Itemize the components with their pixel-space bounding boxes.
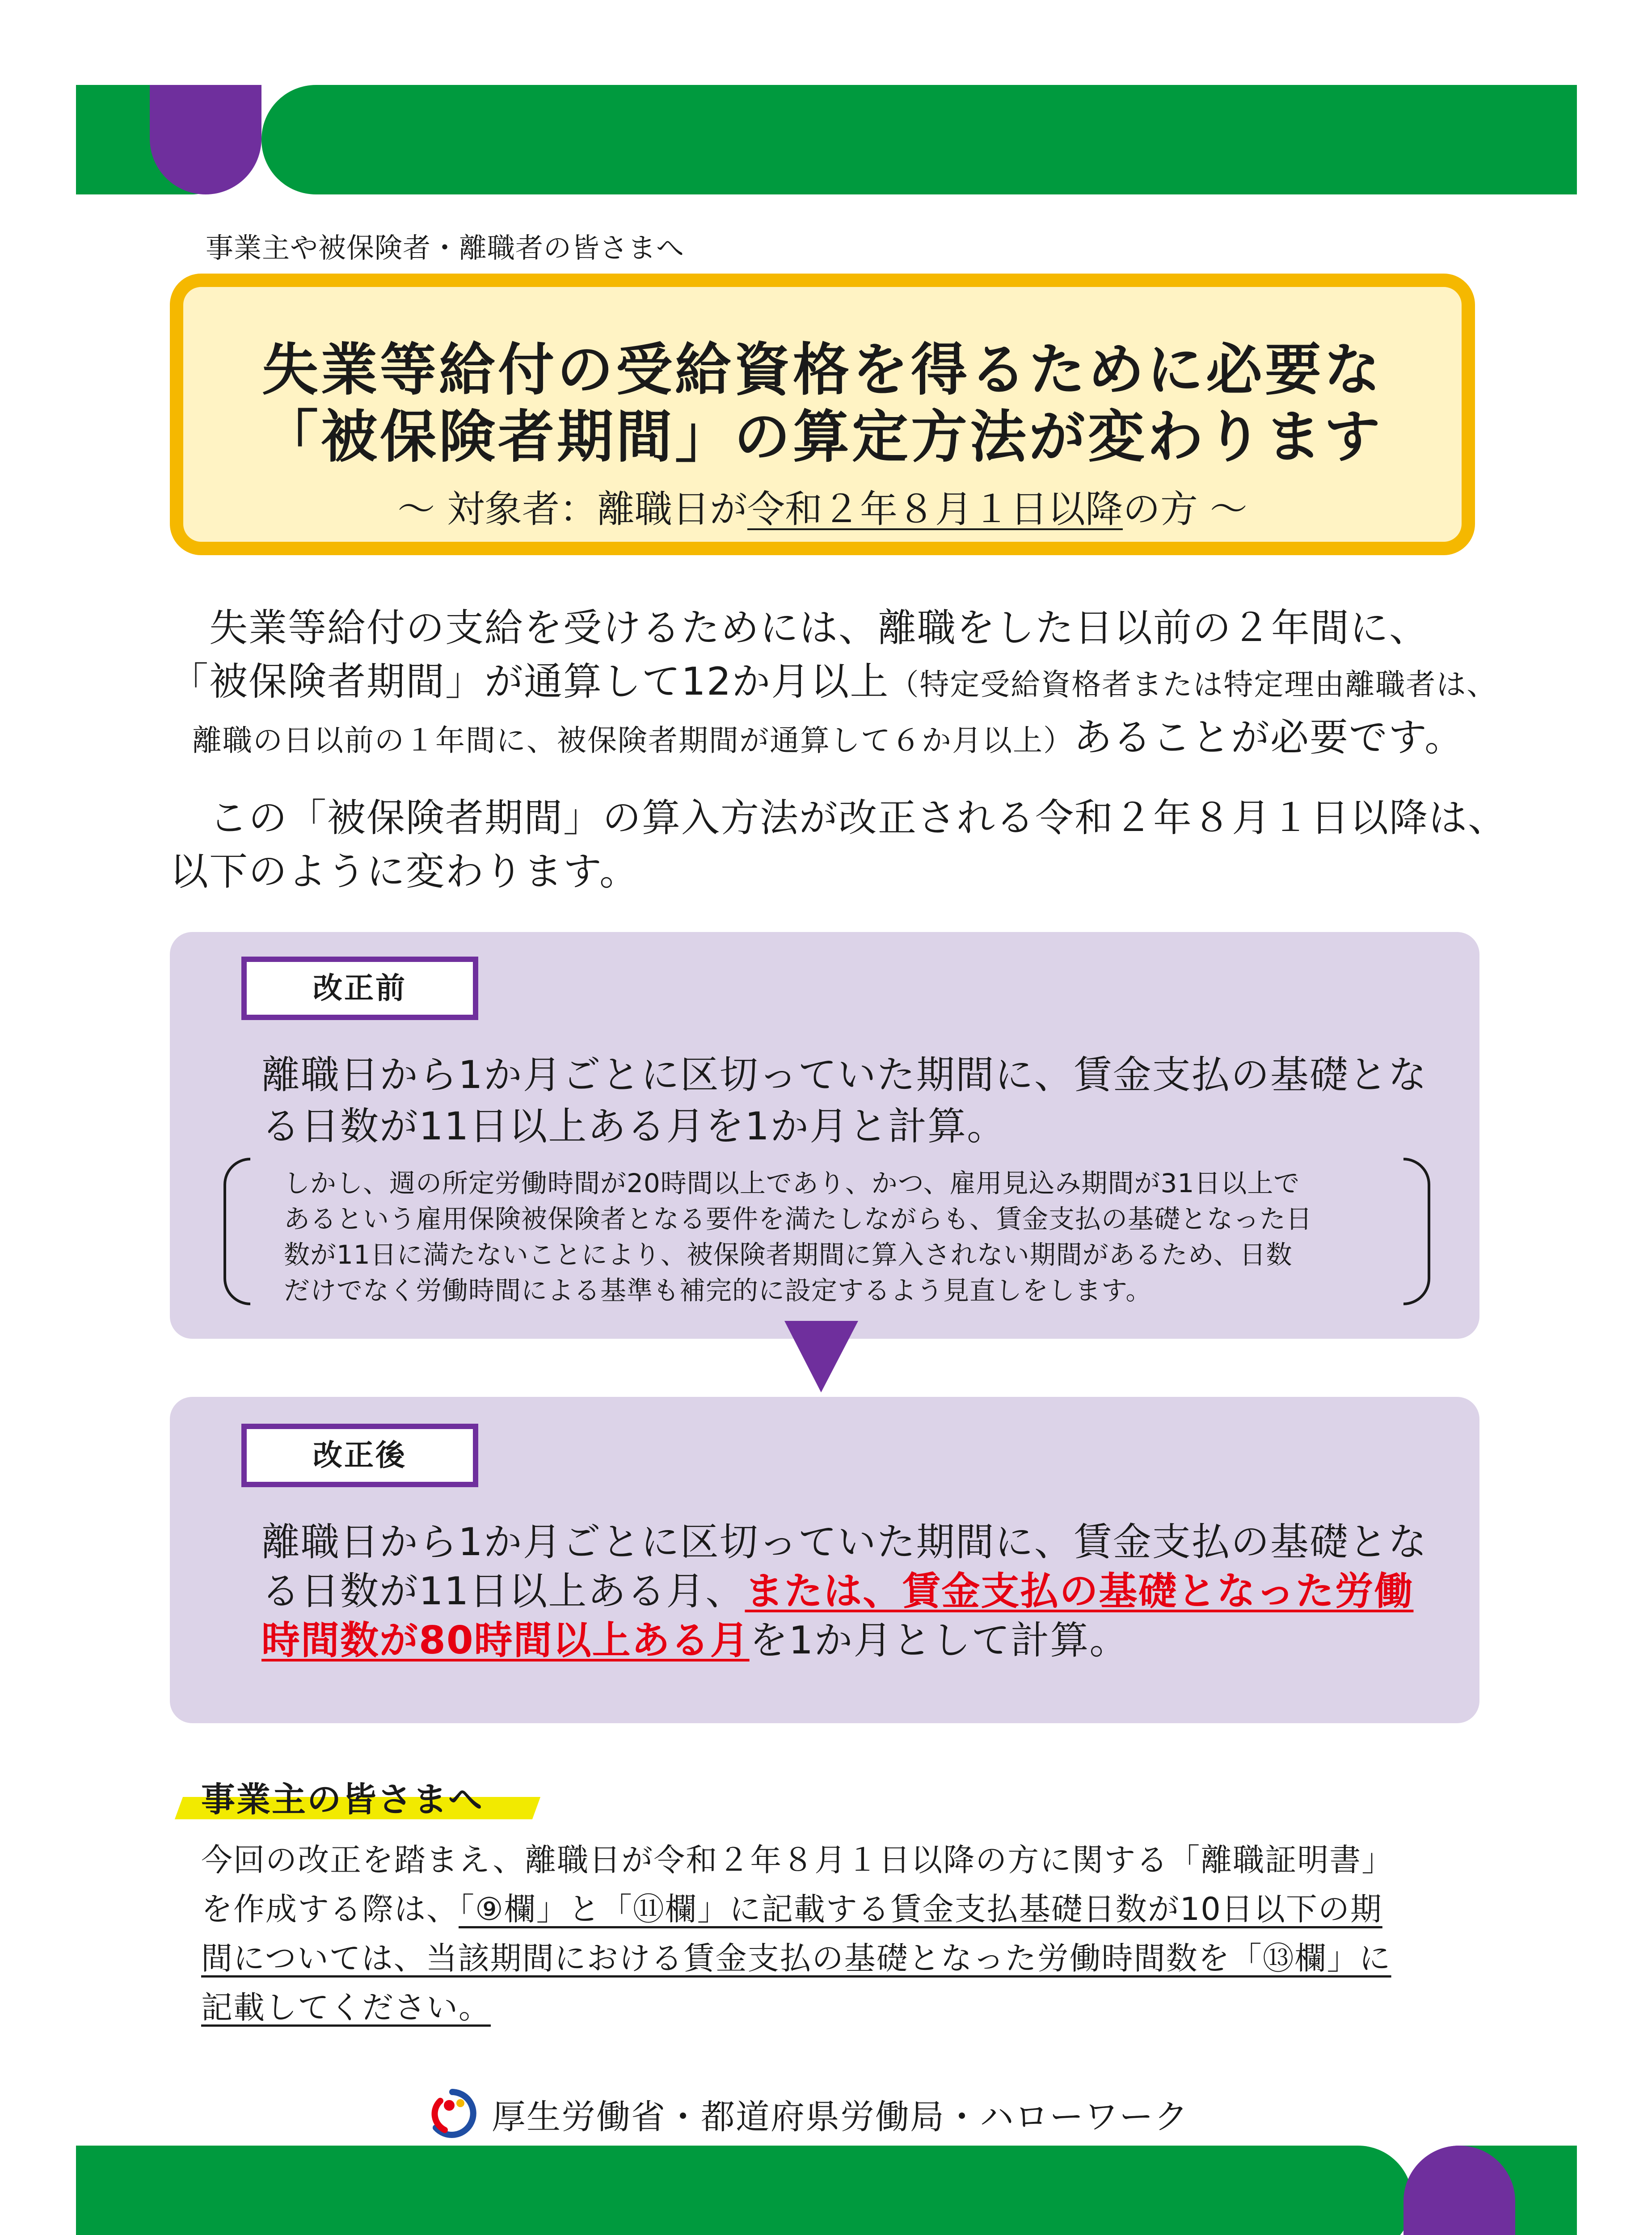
audience-label: 事業主や被保険者・離職者の皆さまへ	[206, 232, 685, 264]
intro2-line1: この「被保険者期間」の算入方法が改正される令和２年８月１日以降は、	[170, 796, 1507, 840]
after-line2	[261, 1560, 1413, 1615]
after-line2-red: または、賃金支払の基礎となった労働	[745, 1569, 1414, 1614]
note-line-4: だけでなく労働時間による基準も補完的に設定するよう見直しをします。	[284, 1275, 1152, 1306]
subtitle-prefix: ～ 対象者：離職日が	[397, 487, 747, 531]
employer-line1: 今回の改正を踏まえ、離職日が令和２年８月１日以降の方に関する「離職証明書」	[201, 1842, 1394, 1878]
note-line-1: しかし、週の所定労働時間が20時間以上であり、かつ、雇用見込み期間が31日以上で	[284, 1168, 1300, 1198]
top-banner-green-right	[261, 85, 1577, 194]
title-box	[170, 274, 1475, 555]
after-line1: 離職日から1か月ごとに区切っていた期間に、賃金支払の基礎とな	[261, 1520, 1428, 1564]
title-subtitle	[183, 479, 1462, 533]
employer-line2	[201, 1884, 1382, 1929]
intro1-line3-small: 離職の日以前の１年間に、被保険者期間が通算して６か月以上）	[192, 723, 1074, 758]
ministry-logo-icon	[427, 2087, 478, 2139]
employer-line3	[201, 1933, 1391, 1978]
intro1-line2-main: 「被保険者期間」が通算して12か月以上	[170, 659, 889, 704]
intro2-line2: 以下のように変わります。	[170, 849, 639, 894]
intro1-line2	[170, 650, 1497, 706]
title-line-1: 失業等給付の受給資格を得るために必要な	[262, 337, 1383, 403]
before-line1: 離職日から1か月ごとに区切っていた期間に、賃金支払の基礎とな	[261, 1053, 1428, 1097]
before-tag: 改正前	[241, 957, 478, 1020]
note-bracket-right	[1403, 1158, 1430, 1305]
note-line-2: あるという雇用保険被保険者となる要件を満たしながらも、賃金支払の基礎となった日	[284, 1204, 1313, 1234]
employer-line3-underlined: 間については、当該期間における賃金支払の基礎となった労働時間数を「⑬欄」に	[201, 1940, 1391, 1977]
subtitle-suffix: の方 ～	[1123, 487, 1247, 531]
employer-line2-underlined: 「⑨欄」と「⑪欄」に記載する賃金支払基礎日数が10日以下の期	[459, 1891, 1382, 1927]
intro1-line1: 失業等給付の支給を受けるためには、離職をした日以前の２年間に、	[170, 606, 1429, 650]
intro1-line3	[192, 706, 1464, 762]
note-bracket-left	[223, 1158, 250, 1305]
after-line2-plain: る日数が11日以上ある月、	[261, 1569, 745, 1614]
footer-organization: 厚生労働省・都道府県労働局・ハローワーク	[492, 2097, 1189, 2137]
note-line-3: 数が11日に満たないことにより、被保険者期間に算入されない期間があるため、日数	[284, 1240, 1293, 1270]
after-line3-plain: を1か月として計算。	[749, 1618, 1129, 1663]
intro1-line3-main: あることが必要です。	[1074, 715, 1464, 760]
title-line-2: 「被保険者期間」の算定方法が変わります	[262, 404, 1383, 470]
after-tag: 改正後	[241, 1424, 478, 1487]
after-line3	[261, 1609, 1129, 1665]
employer-line4	[201, 1982, 491, 2028]
subtitle-date: 令和２年８月１日以降	[747, 487, 1123, 531]
employer-line4-underlined: 記載してください。	[201, 1989, 491, 2026]
before-line2: る日数が11日以上ある月を1か月と計算。	[261, 1104, 1007, 1149]
intro1-line2-small: （特定受給資格者または特定理由離職者は、	[889, 667, 1497, 702]
after-line3-red: 時間数が80時間以上ある月	[261, 1618, 750, 1663]
down-arrow-icon	[784, 1321, 858, 1392]
top-banner-purple	[150, 85, 261, 194]
bottom-banner-green-left	[76, 2146, 1412, 2235]
employer-line2-plain: を作成する際は、	[201, 1891, 459, 1927]
employer-heading: 事業主の皆さまへ	[201, 1780, 484, 1819]
